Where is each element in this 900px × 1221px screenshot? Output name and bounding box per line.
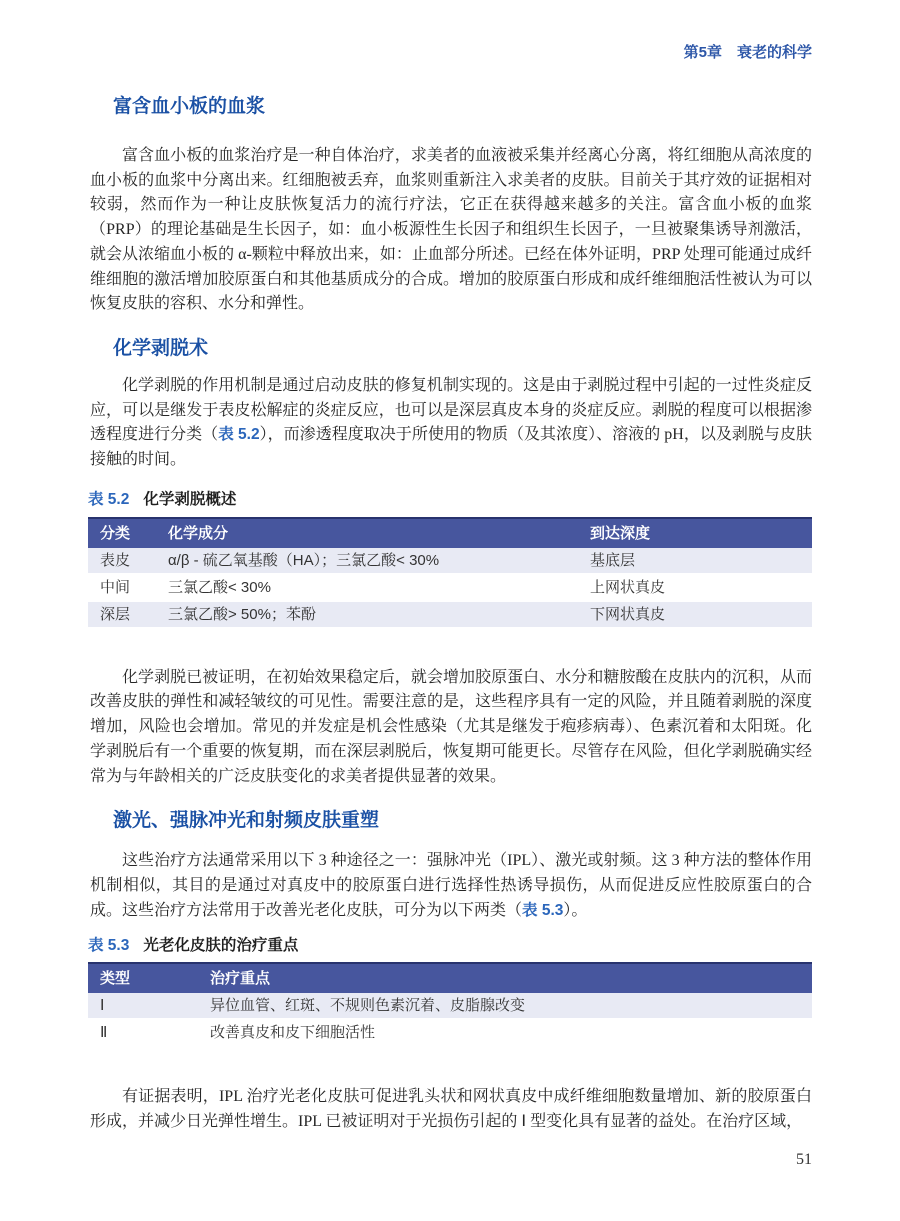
table-photoaging-treatment-focus <box>88 962 812 1047</box>
section-heading-chemical-peel: 化学剥脱术 <box>113 337 209 359</box>
table-cell: 下网状真皮 <box>578 601 812 628</box>
table-row <box>88 601 812 628</box>
paragraph-text: 化学剥脱的作用机制是通过启动皮肤的修复机制实现的。这是由于剥脱过程中引起的一过性炎症反应，可以是继发于表皮松解症的炎症反应，也可以是深层真皮本身的炎症反应。剥脱的程度可以根据渗透程度进行分类（ <box>90 376 812 444</box>
section-heading-laser-ipl-rf: 激光、强脉冲光和射频皮肤重塑 <box>113 810 380 832</box>
table-cell: 基底层 <box>578 548 812 574</box>
table-cell: 表皮 <box>88 548 156 574</box>
table-cell: 深层 <box>88 601 156 628</box>
table-chemical-peel-overview <box>88 517 812 629</box>
section-heading-prp: 富含血小板的血浆 <box>113 96 266 117</box>
paragraph-prp: 富含血小板的血浆治疗是一种自体治疗，求美者的血液被采集并经离心分离，将红细胞从高浓度的血小板的血浆中分离出来。红细胞被丢弃，血浆则重新注入求美者的皮肤。目前关于其疗效的证据相对较弱，然而作为一种让皮肤恢复活力的流行疗法，它正在获得越来越多的关注。富含血小板的血浆（PRP）的理论基础是生长因子，如：血小板源性生长因子和组织生长因子，一旦被聚集诱导剂激活，就会从浓缩血小板的 α-颗粒中释放出来，如：止血部分所述。已经在体外证明，PRP 处理可能通过成纤维细胞的激活增加胶原蛋白和其他基质成分的合成。增加的胶原蛋白形成和成纤维细胞活性被认为可以恢复皮肤的容积、水分和弹性。 <box>90 147 812 313</box>
table-5-2-reference-link[interactable]: 表 5.2 <box>218 426 260 444</box>
paragraph-peel-risks: 化学剥脱已被证明，在初始效果稳定后，就会增加胶原蛋白、水分和糖胺酸在皮肤内的沉积，从而改善皮肤的弹性和减轻皱纹的可见性。需要注意的是，这些程序具有一定的风险，并且随着剥脱的深度增加，风险也会增加。常见的并发症是机会性感染（尤其是继发于疱疹病毒）、色素沉着和太阳斑。化学剥脱后有一个重要的恢复期，而在深层剥脱后，恢复期可能更长。尽管存在风险，但化学剥脱确实经常为与年龄相关的广泛皮肤变化的求美者提供显著的效果。 <box>90 668 812 785</box>
column-header: 分类 <box>88 518 156 548</box>
table-cell: 中间 <box>88 574 156 601</box>
paragraph-laser-intro <box>90 849 812 923</box>
paragraph-text: 这些治疗方法通常采用以下 3 种途径之一：强脉冲光（IPL）、激光或射频。这 3 种方法的整体作用机制相似，其目的是通过对真皮中的胶原蛋白进行选择性热诱导损伤，从而促进反应性胶原蛋白的合成。这些治疗方法常用于改善光老化皮肤，可分为以下两类（ <box>90 852 812 919</box>
table-5-3-reference-link[interactable]: 表 5.3 <box>522 901 564 919</box>
page-number: 51 <box>796 1150 812 1168</box>
table-row <box>88 548 812 574</box>
paragraph-text: ）。 <box>563 901 588 919</box>
column-header: 治疗重点 <box>198 963 812 993</box>
table-5-3-caption <box>88 936 812 955</box>
table-row <box>88 574 812 601</box>
table-cell: 三氯乙酸< 30% <box>156 574 578 601</box>
table-5-3-caption-title: 光老化皮肤的治疗重点 <box>143 937 299 955</box>
table-cell: Ⅱ <box>88 1019 198 1046</box>
column-header: 到达深度 <box>578 518 812 548</box>
table-5-2-caption-title: 化学剥脱概述 <box>143 490 237 508</box>
paragraph-text: ），而渗透程度取决于所使用的物质（及其浓度）、溶液的 pH，以及剥脱与皮肤接触的时间。 <box>90 426 812 469</box>
table-cell: 改善真皮和皮下细胞活性 <box>198 1019 812 1046</box>
table-cell: 异位血管、红斑、不规则色素沉着、皮脂腺改变 <box>198 993 812 1019</box>
table-cell: α/β - 硫乙氧基酸（HA）；三氯乙酸< 30% <box>156 548 578 574</box>
table-header-row <box>88 963 812 993</box>
column-header: 化学成分 <box>156 518 578 548</box>
column-header: 类型 <box>88 963 198 993</box>
table-row <box>88 1019 812 1046</box>
table-header-row <box>88 518 812 548</box>
table-5-2-caption <box>88 490 812 509</box>
table-cell: 三氯乙酸> 50%；苯酚 <box>156 601 578 628</box>
paragraph-peel-intro <box>90 374 812 473</box>
table-row <box>88 993 812 1019</box>
paragraph-ipl-evidence: 有证据表明，IPL 治疗光老化皮肤可促进乳头状和网状真皮中成纤维细胞数量增加、新的胶原蛋白形成，并减少日光弹性增生。IPL 已被证明对于光损伤引起的 Ⅰ 型变化具有显著的益处。在治疗区域， <box>90 1088 812 1131</box>
chapter-running-header: 第5章 衰老的科学 <box>683 44 812 61</box>
table-5-3-caption-label: 表 5.3 <box>88 937 130 955</box>
table-cell: 上网状真皮 <box>578 574 812 601</box>
table-5-2-caption-label: 表 5.2 <box>88 490 130 508</box>
table-cell: Ⅰ <box>88 993 198 1019</box>
